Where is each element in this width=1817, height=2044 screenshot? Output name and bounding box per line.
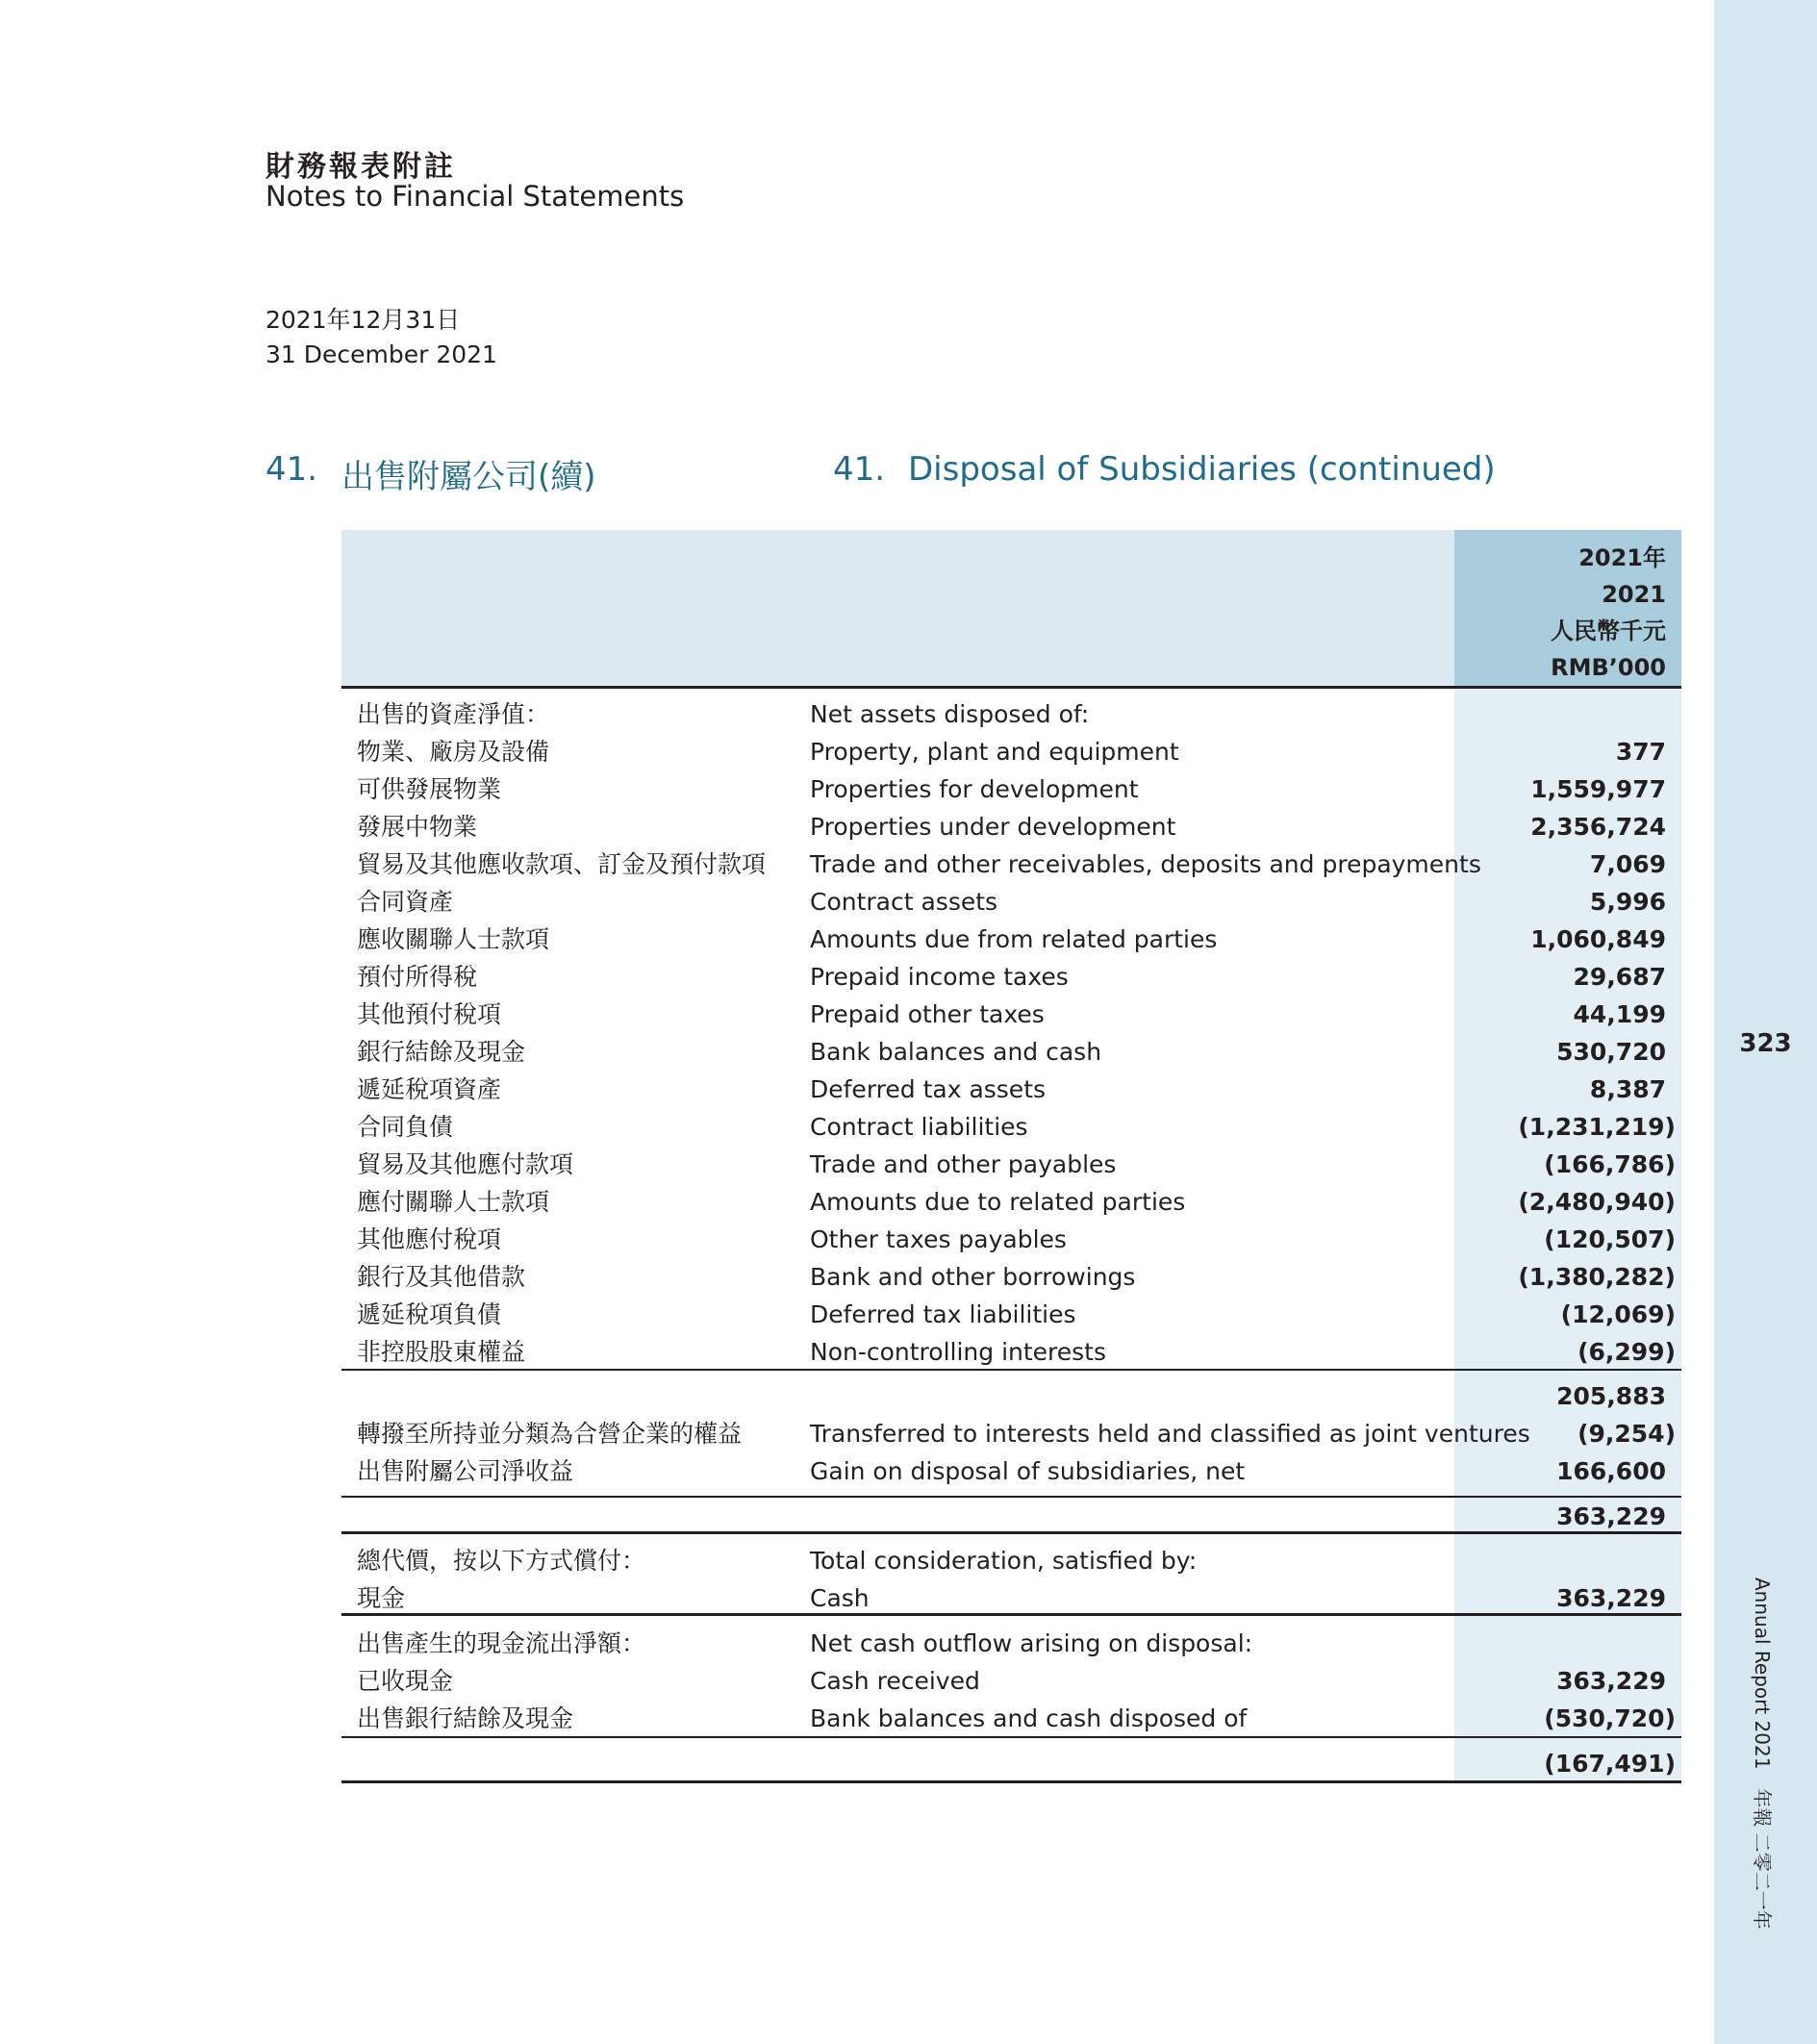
row-value: 205,883 — [1556, 1382, 1666, 1410]
row-label-en: Properties under development — [810, 813, 1176, 841]
table-row — [341, 1259, 1681, 1296]
table-row — [341, 1701, 1681, 1737]
row-label-zh: 銀行結餘及現金 — [357, 1038, 526, 1066]
row-label-zh: 可供發展物業 — [357, 775, 502, 803]
row-label-zh: 其他預付稅項 — [357, 1000, 502, 1028]
column-header-unit: RMB’000 — [1551, 654, 1666, 681]
row-label-zh: 非控股股東權益 — [357, 1338, 526, 1366]
table-row — [341, 1222, 1681, 1258]
row-label-zh: 出售產生的現金流出淨額： — [357, 1629, 646, 1657]
header-title-zh: 財務報表附註 — [265, 150, 456, 184]
row-label-zh: 其他應付稅項 — [357, 1225, 502, 1253]
table-row — [341, 696, 1681, 733]
row-value: 8,387 — [1589, 1075, 1666, 1103]
table-row — [341, 1580, 1681, 1617]
row-value: 1,559,977 — [1530, 775, 1666, 803]
table-row — [341, 1184, 1681, 1221]
row-value: 530,720 — [1556, 1038, 1666, 1066]
row-value: 363,229 — [1556, 1667, 1666, 1695]
section-number-zh: 41. — [265, 450, 318, 489]
date-zh: 2021年12月31日 — [265, 306, 461, 334]
section-title-zh: 出售附屬公司(續) — [341, 458, 596, 496]
row-label-en: Property, plant and equipment — [810, 738, 1179, 766]
rule-header — [341, 686, 1681, 689]
table-row — [341, 1034, 1681, 1071]
row-label-en: Prepaid other taxes — [810, 1000, 1045, 1028]
page-number: 323 — [1739, 1029, 1792, 1058]
column-header-unit-zh: 人民幣千元 — [1551, 618, 1666, 644]
row-value: 29,687 — [1573, 963, 1666, 991]
row-label-zh: 總代價，按以下方式償付： — [357, 1547, 646, 1575]
disposal-table — [341, 530, 1681, 1780]
row-label-zh: 已收現金 — [357, 1667, 454, 1695]
table-row — [341, 1147, 1681, 1183]
table-row — [341, 1109, 1681, 1146]
row-label-en: Deferred tax liabilities — [810, 1300, 1076, 1328]
row-value: (530,720) — [1544, 1704, 1676, 1732]
section-title-en: Disposal of Subsidiaries (continued) — [908, 450, 1496, 489]
row-label-en: Gain on disposal of subsidiaries, net — [810, 1457, 1246, 1485]
row-label-en: Contract assets — [810, 888, 998, 916]
row-value: 377 — [1615, 738, 1666, 766]
row-label-en: Net cash outflow arising on disposal: — [810, 1629, 1253, 1657]
table-row — [341, 1663, 1681, 1700]
rule-total — [341, 1496, 1681, 1498]
row-value: 7,069 — [1589, 850, 1666, 878]
row-label-en: Properties for development — [810, 775, 1139, 803]
row-label-zh: 貿易及其他應付款項 — [357, 1150, 574, 1178]
row-label-zh: 銀行及其他借款 — [357, 1263, 526, 1291]
row-value: (167,491) — [1544, 1750, 1676, 1778]
row-label-en: Net assets disposed of: — [810, 700, 1090, 728]
row-value: 166,600 — [1556, 1457, 1666, 1485]
row-value: 2,356,724 — [1530, 813, 1666, 841]
row-label-zh: 出售附屬公司淨收益 — [357, 1457, 574, 1485]
row-label-en: Other taxes payables — [810, 1225, 1067, 1253]
row-label-zh: 發展中物業 — [357, 813, 478, 841]
table-row — [341, 1453, 1681, 1490]
row-label-en: Bank balances and cash — [810, 1038, 1102, 1066]
section-number-en: 41. — [833, 450, 886, 489]
table-row — [341, 921, 1681, 958]
table-row — [341, 809, 1681, 845]
row-label-zh: 合同負債 — [357, 1113, 454, 1141]
row-label-zh: 預付所得稅 — [357, 963, 478, 991]
table-row — [341, 1416, 1681, 1452]
row-label-zh: 現金 — [357, 1584, 406, 1612]
row-label-en: Prepaid income taxes — [810, 963, 1069, 991]
row-label-en: Cash — [810, 1584, 870, 1612]
table-row — [341, 846, 1681, 883]
row-value: 44,199 — [1573, 1000, 1666, 1028]
row-label-en: Transferred to interests held and classified as joint ventures — [810, 1420, 1530, 1448]
row-label-zh: 轉撥至所持並分類為合營企業的權益 — [357, 1420, 743, 1448]
row-value: (9,254) — [1577, 1420, 1676, 1448]
row-label-en: Bank and other borrowings — [810, 1263, 1136, 1291]
table-row — [341, 1297, 1681, 1333]
total-row — [341, 1499, 1681, 1535]
date-en: 31 December 2021 — [265, 341, 497, 368]
table-row — [341, 734, 1681, 770]
row-label-en: Amounts due from related parties — [810, 925, 1218, 953]
net-outflow-total-row — [341, 1746, 1681, 1782]
row-label-en: Bank balances and cash disposed of — [810, 1704, 1248, 1732]
row-label-zh: 物業、廠房及設備 — [357, 738, 550, 766]
row-label-en: Non-controlling interests — [810, 1338, 1107, 1366]
row-label-zh: 合同資產 — [357, 888, 454, 916]
row-value: (166,786) — [1544, 1150, 1676, 1178]
column-header-year-zh: 2021年 — [1578, 544, 1666, 571]
table-row — [341, 1334, 1681, 1371]
column-header — [1454, 530, 1666, 686]
row-value: (6,299) — [1577, 1338, 1676, 1366]
table-row — [341, 1543, 1681, 1579]
row-label-en: Total consideration, satisfied by: — [810, 1547, 1198, 1575]
row-value: (1,380,282) — [1518, 1263, 1676, 1291]
row-label-zh: 出售的資產淨值： — [357, 700, 550, 728]
table-row — [341, 1072, 1681, 1108]
row-value: 1,060,849 — [1530, 925, 1666, 953]
row-value: (1,231,219) — [1518, 1113, 1676, 1141]
row-label-en: Amounts due to related parties — [810, 1188, 1186, 1216]
side-label — [1751, 1577, 1789, 1930]
row-value: (12,069) — [1560, 1300, 1676, 1328]
table-row — [341, 959, 1681, 996]
row-label-en: Deferred tax assets — [810, 1075, 1047, 1103]
row-label-en: Cash received — [810, 1667, 980, 1695]
table-row — [341, 884, 1681, 921]
row-label-en: Contract liabilities — [810, 1113, 1028, 1141]
row-value: (120,507) — [1544, 1225, 1676, 1253]
row-label-en: Trade and other payables — [810, 1150, 1117, 1178]
row-value: 363,229 — [1556, 1584, 1666, 1612]
row-label-zh: 應收關聯人士款項 — [357, 925, 550, 953]
row-value: (2,480,940) — [1518, 1188, 1676, 1216]
row-label-zh: 出售銀行結餘及現金 — [357, 1704, 574, 1732]
row-label-en: Trade and other receivables, deposits and prepayments — [810, 850, 1481, 878]
table-row — [341, 771, 1681, 808]
side-label-text: Annual Report 2021 年報 二零二一年 — [1751, 1577, 1774, 1930]
column-header-year: 2021 — [1602, 581, 1666, 608]
row-label-zh: 遞延稅項資產 — [357, 1075, 502, 1103]
row-value: 5,996 — [1589, 888, 1666, 916]
table-row — [341, 997, 1681, 1033]
row-label-zh: 遞延稅項負債 — [357, 1300, 502, 1328]
row-value: 363,229 — [1556, 1502, 1666, 1530]
header-title-en: Notes to Financial Statements — [265, 180, 685, 213]
row-label-zh: 應付關聯人士款項 — [357, 1188, 550, 1216]
subtotal-row — [341, 1378, 1681, 1415]
table-row — [341, 1626, 1681, 1662]
row-label-zh: 貿易及其他應收款項、訂金及預付款項 — [357, 850, 767, 878]
